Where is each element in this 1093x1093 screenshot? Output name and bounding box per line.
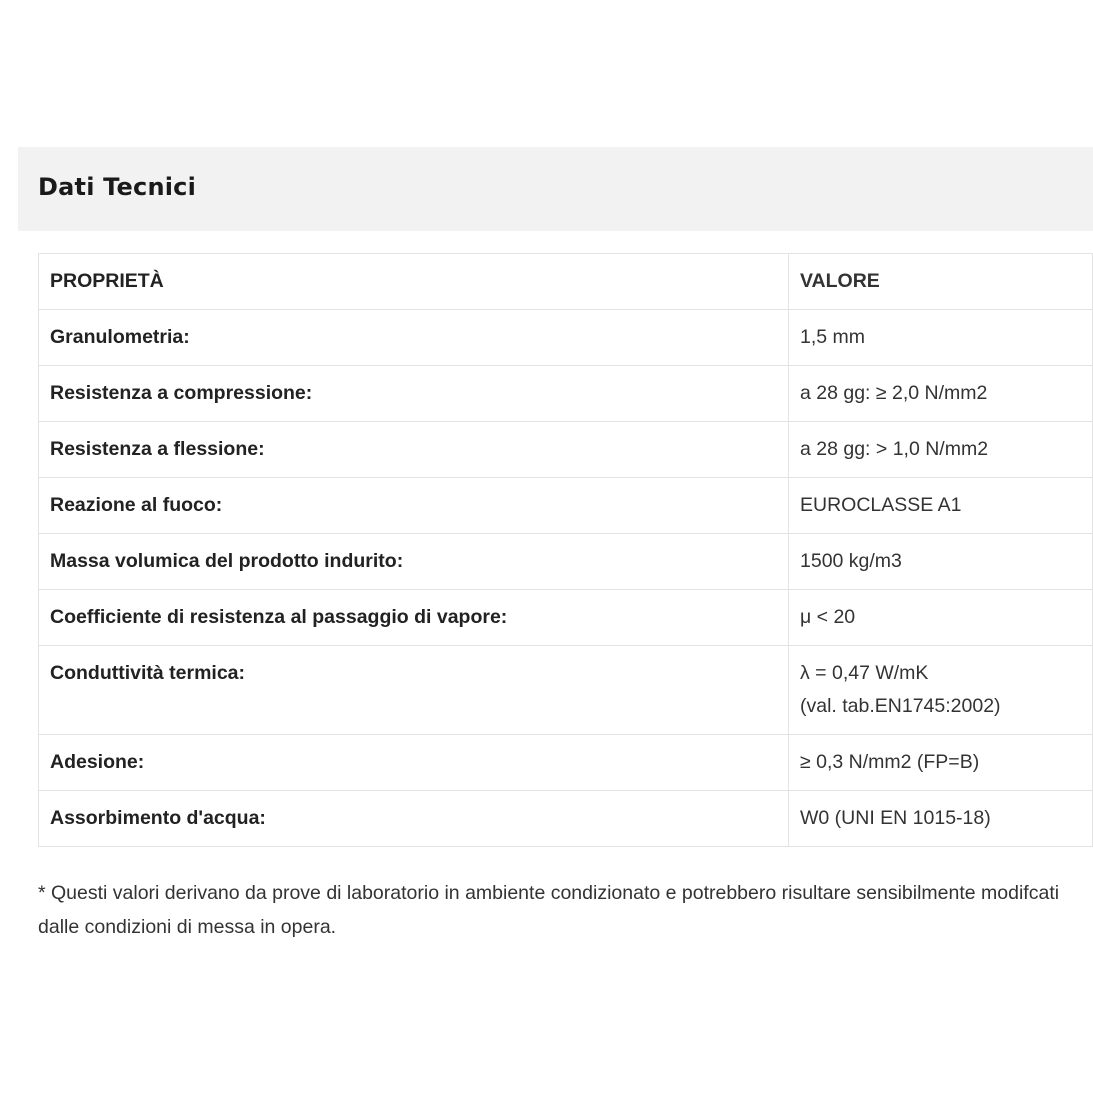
row-property: Resistenza a flessione: bbox=[39, 422, 789, 478]
row-property: Massa volumica del prodotto indurito: bbox=[39, 534, 789, 590]
table-row bbox=[39, 478, 1093, 534]
table-row bbox=[39, 422, 1093, 478]
row-value: ≥ 0,3 N/mm2 (FP=B) bbox=[789, 735, 1093, 791]
header-property: PROPRIETÀ bbox=[39, 254, 789, 310]
table-row bbox=[39, 590, 1093, 646]
footnote: * Questi valori derivano da prove di laboratorio in ambiente condizionato e potrebbero risultare sensibilmente modifcati dalle condizioni di messa in opera. bbox=[38, 882, 1060, 938]
table-row bbox=[39, 534, 1093, 590]
row-value: a 28 gg: > 1,0 N/mm2 bbox=[789, 422, 1093, 478]
row-value: 1,5 mm bbox=[789, 310, 1093, 366]
table-row bbox=[39, 791, 1093, 847]
section-title: Dati Tecnici bbox=[38, 173, 197, 201]
row-property: Reazione al fuoco: bbox=[39, 478, 789, 534]
table-row bbox=[39, 310, 1093, 366]
table-header-row bbox=[39, 254, 1093, 310]
row-value: W0 (UNI EN 1015-18) bbox=[789, 791, 1093, 847]
row-value: a 28 gg: ≥ 2,0 N/mm2 bbox=[789, 366, 1093, 422]
row-value-line: λ = 0,47 W/mK bbox=[800, 662, 929, 684]
technical-data-table bbox=[38, 253, 1093, 847]
row-property: Conduttività termica: bbox=[39, 646, 789, 735]
row-value bbox=[789, 646, 1093, 735]
row-property: Assorbimento d'acqua: bbox=[39, 791, 789, 847]
row-value: EUROCLASSE A1 bbox=[789, 478, 1093, 534]
header-value: VALORE bbox=[789, 254, 1093, 310]
row-value: 1500 kg/m3 bbox=[789, 534, 1093, 590]
row-property: Coefficiente di resistenza al passaggio di vapore: bbox=[39, 590, 789, 646]
table-row bbox=[39, 735, 1093, 791]
section-header bbox=[18, 147, 1093, 231]
row-property: Granulometria: bbox=[39, 310, 789, 366]
row-property: Resistenza a compressione: bbox=[39, 366, 789, 422]
row-property: Adesione: bbox=[39, 735, 789, 791]
table-row bbox=[39, 366, 1093, 422]
row-value-line: (val. tab.EN1745:2002) bbox=[800, 695, 1001, 717]
row-value: μ < 20 bbox=[789, 590, 1093, 646]
table-row bbox=[39, 646, 1093, 735]
